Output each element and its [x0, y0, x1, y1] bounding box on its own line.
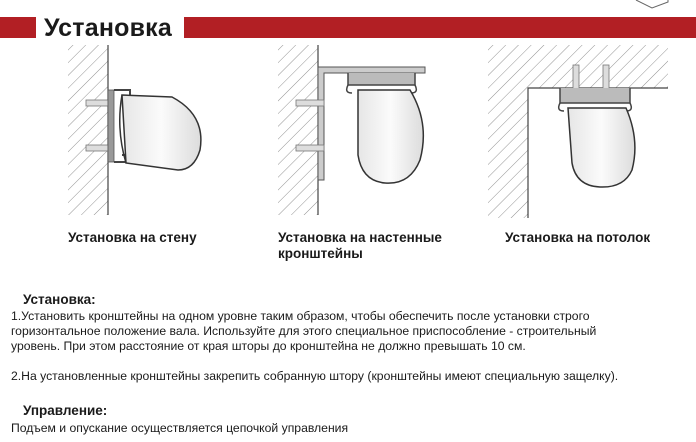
install-step-1-line-3: уровень. При этом расстояние от края шторы до кронштейна не должно превышать 10 см.	[11, 339, 526, 353]
caption-bracket-mount-line2: кронштейны	[278, 246, 363, 261]
header-bar-left	[0, 17, 36, 38]
page-title: Установка	[44, 14, 172, 42]
caption-wall-mount: Установка на стену	[68, 230, 197, 245]
install-step-1-line-1: 1.Установить кронштейны на одном уровне таким образом, чтобы обеспечить после установки строго	[11, 309, 590, 323]
bracket-mount-illustration	[270, 45, 470, 220]
wall-mount-illustration	[60, 45, 260, 220]
caption-ceiling-mount: Установка на потолок	[505, 230, 651, 245]
header-bar-right	[184, 17, 696, 38]
control-heading: Управление:	[23, 403, 108, 418]
control-text: Подъем и опускание осуществляется цепочкой управления	[11, 421, 349, 435]
caption-bracket-mount-line1: Установка на настенные	[278, 230, 442, 245]
install-step-1-line-2: горизонтальное положение вала. Используйте для этого специальное приспособление - строительный	[11, 324, 597, 338]
box-icon	[0, 0, 696, 20]
ceiling-mount-illustration	[480, 45, 680, 220]
install-step-2: 2.На установленные кронштейны закрепить собранную штору (кронштейны имеют специальную защелку).	[11, 369, 619, 383]
install-heading: Установка:	[23, 292, 96, 307]
